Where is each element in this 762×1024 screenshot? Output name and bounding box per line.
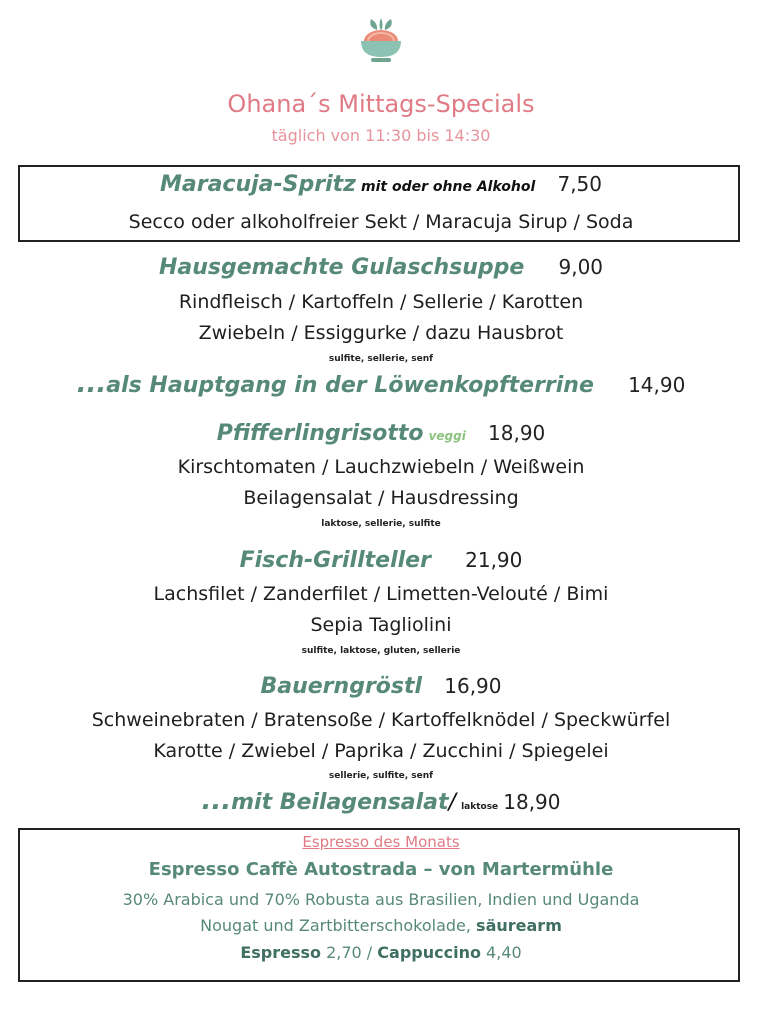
soup-allergens: sulfite, sellerie, senf bbox=[328, 354, 434, 364]
cappuccino-item-price: 4,40 bbox=[486, 943, 522, 962]
groestl-variant-allergen: laktose bbox=[461, 802, 499, 812]
groestl-variant-dots: ... bbox=[201, 786, 232, 816]
groestl-header bbox=[0, 674, 762, 699]
soup-header bbox=[0, 255, 762, 280]
risotto-line-1: Kirschtomaten / Lauchzwiebeln / Weißwein bbox=[177, 456, 585, 478]
fish-price: 21,90 bbox=[465, 548, 523, 572]
espresso-origin: 30% Arabica und 70% Robusta aus Brasilien, Indien und Uganda bbox=[122, 890, 640, 909]
drink-note: mit oder ohne Alkohol bbox=[361, 179, 536, 195]
espresso-taste-text: Nougat und Zartbitterschokolade, bbox=[200, 916, 477, 935]
fish-name: Fisch-Grillteller bbox=[239, 548, 431, 573]
groestl-line-1: Schweinebraten / Bratensoße / Kartoffelknödel / Speckwürfel bbox=[91, 709, 671, 731]
fish-header bbox=[0, 548, 762, 573]
soup-price: 9,00 bbox=[558, 255, 604, 279]
soup-line-2: Zwiebeln / Essiggurke / dazu Hausbrot bbox=[198, 322, 564, 344]
cappuccino-item-name: Cappuccino bbox=[377, 943, 481, 962]
groestl-allergens: sellerie, sulfite, senf bbox=[328, 771, 434, 781]
page-title: Ohana´s Mittags-Specials bbox=[227, 90, 535, 118]
drink-name: Maracuja-Spritz bbox=[159, 172, 356, 197]
bowl-logo-icon bbox=[357, 15, 405, 65]
drink-header bbox=[0, 172, 762, 197]
risotto-line-2: Beilagensalat / Hausdressing bbox=[243, 487, 519, 509]
risotto-price: 18,90 bbox=[488, 421, 546, 445]
drink-price: 7,50 bbox=[557, 172, 602, 196]
groestl-variant-name: mit Beilagensalat bbox=[231, 790, 449, 815]
risotto-name: Pfifferlingrisotto bbox=[216, 421, 424, 446]
soup-name: Hausgemachte Gulaschsuppe bbox=[158, 255, 525, 280]
groestl-line-2: Karotte / Zwiebel / Paprika / Zucchini / Spiegelei bbox=[153, 740, 609, 762]
drink-description: Secco oder alkoholfreier Sekt / Maracuja Sirup / Soda bbox=[128, 211, 634, 233]
groestl-variant-slash: / bbox=[448, 790, 456, 815]
fish-line-1: Lachsfilet / Zanderfilet / Limetten-Velouté / Bimi bbox=[153, 583, 609, 605]
veggi-badge: veggi bbox=[428, 429, 466, 443]
risotto-allergens: laktose, sellerie, sulfite bbox=[321, 519, 441, 529]
groestl-variant-price: 18,90 bbox=[503, 790, 561, 814]
opening-hours: täglich von 11:30 bis 14:30 bbox=[271, 126, 491, 145]
price-separator: / bbox=[361, 943, 378, 962]
espresso-section-title: Espresso des Monats bbox=[302, 833, 460, 851]
soup-line-1: Rindfleisch / Kartoffeln / Sellerie / Karotten bbox=[178, 291, 584, 313]
groestl-name: Bauerngröstl bbox=[260, 674, 423, 699]
groestl-price: 16,90 bbox=[444, 674, 502, 698]
groestl-variant bbox=[0, 786, 762, 816]
espresso-name: Espresso Caffè Autostrada – von Martermühle bbox=[148, 859, 614, 880]
risotto-header bbox=[0, 421, 762, 446]
espresso-taste bbox=[0, 916, 762, 935]
soup-variant bbox=[0, 369, 762, 399]
fish-allergens: sulfite, laktose, gluten, sellerie bbox=[301, 646, 461, 656]
soup-variant-dots: ... bbox=[76, 369, 107, 399]
espresso-item-name: Espresso bbox=[240, 943, 321, 962]
espresso-taste-strong: säurearm bbox=[476, 916, 562, 935]
soup-variant-price: 14,90 bbox=[628, 373, 686, 397]
soup-variant-name: als Hauptgang in der Löwenkopfterrine bbox=[106, 373, 594, 398]
espresso-item-price: 2,70 bbox=[326, 943, 362, 962]
fish-line-2: Sepia Tagliolini bbox=[310, 614, 452, 636]
espresso-prices bbox=[0, 943, 762, 962]
